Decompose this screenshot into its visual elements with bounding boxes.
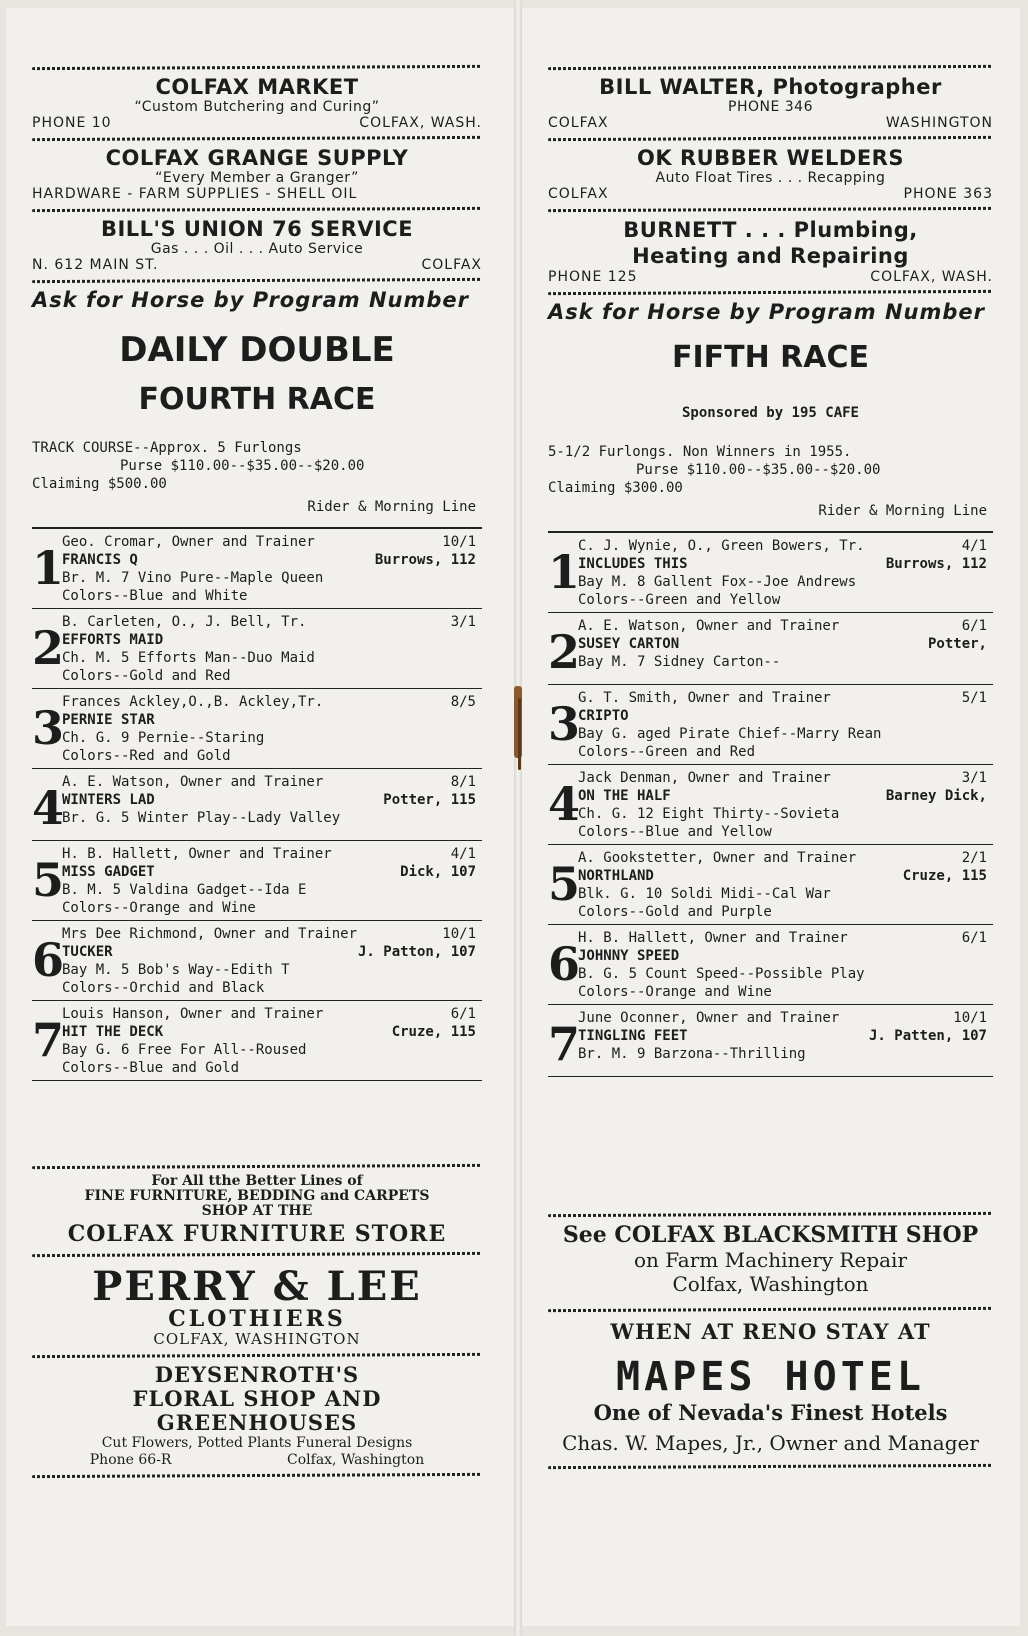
- race-entry: [32, 689, 482, 769]
- horse-name: NORTHLAND: [578, 868, 654, 884]
- ad-city: COLFAX: [548, 186, 609, 202]
- furniture-line: SHOP AT THE: [201, 1203, 313, 1219]
- program-number: 4: [32, 781, 65, 835]
- owner-trainer: H. B. Hallett, Owner and Trainer: [62, 846, 332, 862]
- horse-name: HIT THE DECK: [62, 1024, 164, 1040]
- condition-purse: Purse $110.00--$35.00--$20.00: [120, 458, 365, 474]
- divider: [32, 65, 482, 70]
- morning-line-odds: 6/1: [450, 1006, 476, 1022]
- horse-line: [578, 555, 987, 573]
- blacksmith-name: See COLFAX BLACKSMITH SHOP: [562, 1222, 979, 1248]
- morning-line-odds: 6/1: [961, 618, 987, 634]
- colors-line: [62, 979, 476, 997]
- horse-line: [62, 631, 476, 649]
- owner-trainer: G. T. Smith, Owner and Trainer: [578, 690, 831, 706]
- breeding: Bay M. 7 Sidney Carton--: [578, 654, 781, 670]
- race-title: FIFTH RACE: [672, 340, 869, 375]
- owner-trainer: Frances Ackley,O.,B. Ackley,Tr.: [62, 694, 324, 710]
- ad-tagline: “Every Member a Granger”: [155, 170, 359, 186]
- ad-deysenroth: [32, 1363, 482, 1468]
- race-entry: [548, 685, 993, 765]
- horse-line: [62, 863, 476, 881]
- race-entry: [548, 845, 993, 925]
- mapes-hotel-name: MAPES HOTEL: [616, 1354, 925, 1400]
- silks-colors: Colors--Green and Red: [578, 744, 756, 760]
- owner-trainer: H. B. Hallett, Owner and Trainer: [578, 930, 848, 946]
- silks-colors: Colors--Red and Gold: [62, 748, 231, 764]
- entries-list: [548, 531, 993, 1077]
- ad-colfax-market: [32, 75, 482, 131]
- ad-name: OK RUBBER WELDERS: [637, 146, 904, 170]
- colors-line: [62, 587, 476, 605]
- rider-weight: Potter,: [927, 636, 987, 652]
- breeding: Bay G. 6 Free For All--Roused: [62, 1042, 307, 1058]
- breeding: Ch. M. 5 Efforts Man--Duo Maid: [62, 650, 315, 666]
- horse-line: [578, 635, 987, 653]
- horse-line: [62, 943, 476, 961]
- morning-line-odds: 4/1: [450, 846, 476, 862]
- ad-phone: PHONE 10: [32, 115, 112, 131]
- morning-line-odds: 3/1: [961, 770, 987, 786]
- condition-claiming: Claiming $300.00: [548, 480, 683, 496]
- ad-tagline: “Custom Butchering and Curing”: [134, 99, 380, 115]
- morning-line-odds: 4/1: [961, 538, 987, 554]
- condition-course: TRACK COURSE--Approx. 5 Furlongs: [32, 440, 302, 456]
- program-number: 1: [32, 541, 65, 595]
- owner-trainer: Louis Hanson, Owner and Trainer: [62, 1006, 324, 1022]
- owner-line: [578, 689, 987, 707]
- divider: [548, 1464, 993, 1469]
- colors-line: [62, 899, 476, 917]
- deysenroth-business: FLORAL SHOP AND GREENHOUSES: [132, 1386, 382, 1435]
- ad-perry-lee: [32, 1263, 482, 1348]
- program-number: 3: [548, 697, 581, 751]
- owner-line: [62, 1005, 476, 1023]
- ad-ok-rubber-welders: [548, 146, 993, 202]
- ad-contact-row: [548, 115, 993, 131]
- perry-lee-location: COLFAX, WASHINGTON: [153, 1330, 361, 1348]
- owner-trainer: Geo. Cromar, Owner and Trainer: [62, 534, 315, 550]
- race-entry: [548, 765, 993, 845]
- ad-city: COLFAX: [548, 115, 609, 131]
- program-number: 7: [548, 1017, 581, 1071]
- colors-line: [62, 747, 476, 765]
- ad-name: COLFAX MARKET: [155, 75, 359, 99]
- program-number: 4: [548, 777, 581, 831]
- rider-weight: Barney Dick,: [885, 788, 987, 804]
- breeding: Br. G. 5 Winter Play--Lady Valley: [62, 810, 341, 826]
- ad-name: BURNETT . . . Plumbing, Heating and Repairing: [623, 218, 918, 268]
- mapes-owner: Chas. W. Mapes, Jr., Owner and Manager: [562, 1431, 979, 1455]
- owner-trainer: Mrs Dee Richmond, Owner and Trainer: [62, 926, 358, 942]
- breeding-line: [62, 809, 476, 827]
- furniture-line: FINE FURNITURE, BEDDING and CARPETS: [84, 1188, 430, 1204]
- breeding: B. G. 5 Count Speed--Possible Play: [578, 966, 865, 982]
- divider: [32, 1473, 482, 1478]
- breeding: Bay M. 5 Bob's Way--Edith T: [62, 962, 290, 978]
- breeding: Br. M. 9 Barzona--Thrilling: [578, 1046, 806, 1062]
- perry-lee-logo: PERRY & LEE: [92, 1263, 422, 1310]
- ad-name: COLFAX GRANGE SUPPLY: [105, 146, 409, 170]
- morning-line-odds: 10/1: [953, 1010, 987, 1026]
- morning-line-odds: 3/1: [450, 614, 476, 630]
- owner-line: [578, 929, 987, 947]
- breeding: Bay G. aged Pirate Chief--Marry Rean: [578, 726, 882, 742]
- breeding-line: [578, 805, 987, 823]
- breeding-line: [62, 649, 476, 667]
- center-fold: [514, 0, 522, 1636]
- ad-mapes-hotel: [548, 1319, 993, 1455]
- breeding-line: [62, 881, 476, 899]
- colors-line: [62, 667, 476, 685]
- silks-colors: Colors--Orange and Wine: [578, 984, 772, 1000]
- rider-weight: Potter, 115: [383, 792, 476, 808]
- breeding: Ch. G. 9 Pernie--Staring: [62, 730, 265, 746]
- perry-lee-clothiers: CLOTHIERS: [168, 1306, 346, 1332]
- breeding-line: [578, 725, 987, 743]
- daily-double-heading: DAILY DOUBLE: [119, 330, 395, 370]
- rider-weight: Dick, 107: [400, 864, 476, 880]
- program-number: 2: [32, 621, 65, 675]
- ad-location: COLFAX, WASH.: [359, 115, 482, 131]
- ad-phone: PHONE 125: [548, 269, 638, 285]
- ad-union-76: [32, 217, 482, 273]
- divider: [548, 207, 993, 212]
- divider: [32, 278, 482, 283]
- blacksmith-location: Colfax, Washington: [672, 1272, 869, 1296]
- horse-line: [578, 947, 987, 965]
- silks-colors: Colors--Blue and White: [62, 588, 248, 604]
- deysenroth-phone: Phone 66-R: [89, 1452, 172, 1468]
- horse-name: ON THE HALF: [578, 788, 671, 804]
- breeding-line: [62, 961, 476, 979]
- deysenroth-contact: [32, 1452, 482, 1468]
- horse-name: PERNIE STAR: [62, 712, 155, 728]
- breeding-line: [62, 569, 476, 587]
- program-number: 2: [548, 625, 581, 679]
- program-number: 1: [548, 545, 581, 599]
- owner-line: [578, 617, 987, 635]
- ad-phone: PHONE 346: [728, 99, 813, 115]
- divider: [32, 136, 482, 141]
- race-entry: [32, 529, 482, 609]
- rider-weight: Burrows, 112: [885, 556, 987, 572]
- owner-line: [578, 849, 987, 867]
- race-entry: [548, 533, 993, 613]
- race-entry: [548, 1005, 993, 1077]
- ad-grange-supply: [32, 146, 482, 202]
- owner-line: [62, 845, 476, 863]
- divider: [548, 1212, 993, 1217]
- morning-line-odds: 5/1: [961, 690, 987, 706]
- rider-weight: Cruze, 115: [902, 868, 987, 884]
- morning-line-odds: 10/1: [442, 534, 476, 550]
- breeding: Ch. G. 12 Eight Thirty--Sovieta: [578, 806, 840, 822]
- furniture-store-name: COLFAX FURNITURE STORE: [67, 1221, 447, 1247]
- staple-shadow: [518, 698, 521, 770]
- breeding-line: [578, 653, 987, 671]
- morning-line-odds: 8/1: [450, 774, 476, 790]
- horse-line: [578, 1027, 987, 1045]
- horse-name: EFFORTS MAID: [62, 632, 164, 648]
- horse-line: [62, 711, 476, 729]
- colors-line: [578, 591, 987, 609]
- right-column: [548, 60, 993, 1474]
- ad-name: BILL WALTER, Photographer: [599, 75, 942, 99]
- rider-weight: Cruze, 115: [391, 1024, 476, 1040]
- owner-line: [62, 533, 476, 551]
- breeding: B. M. 5 Valdina Gadget--Ida E: [62, 882, 307, 898]
- condition-purse: Purse $110.00--$35.00--$20.00: [636, 462, 881, 478]
- condition-distance: 5-1/2 Furlongs. Non Winners in 1955.: [548, 444, 852, 460]
- horse-name: TUCKER: [62, 944, 113, 960]
- race-entry: [32, 841, 482, 921]
- ask-for-horse: Ask for Horse by Program Number: [548, 300, 986, 324]
- horse-name: INCLUDES THIS: [578, 556, 688, 572]
- rider-morning-line-header: Rider & Morning Line: [818, 503, 987, 519]
- ad-services: HARDWARE - FARM SUPPLIES - SHELL OIL: [32, 186, 358, 202]
- breeding-line: [578, 885, 987, 903]
- ad-blacksmith: [548, 1222, 993, 1296]
- horse-line: [578, 867, 987, 885]
- owner-trainer: A. E. Watson, Owner and Trainer: [62, 774, 324, 790]
- divider: [32, 1353, 482, 1358]
- colors-line: [578, 903, 987, 921]
- ad-tagline: Gas . . . Oil . . . Auto Service: [150, 241, 364, 257]
- breeding: Blk. G. 10 Soldi Midi--Cal War: [578, 886, 831, 902]
- owner-trainer: A. E. Watson, Owner and Trainer: [578, 618, 840, 634]
- race-entry: [32, 609, 482, 689]
- ad-location: COLFAX: [421, 257, 482, 273]
- breeding-line: [578, 573, 987, 591]
- ad-tagline: Auto Float Tires . . . Recapping: [655, 170, 886, 186]
- morning-line-odds: 2/1: [961, 850, 987, 866]
- entries-list: [32, 527, 482, 1081]
- silks-colors: Colors--Green and Yellow: [578, 592, 781, 608]
- horse-name: MISS GADGET: [62, 864, 155, 880]
- horse-name: FRANCIS Q: [62, 552, 138, 568]
- ad-phone: PHONE 363: [903, 186, 993, 202]
- blacksmith-service: on Farm Machinery Repair: [634, 1248, 907, 1272]
- condition-claiming: Claiming $500.00: [32, 476, 167, 492]
- ask-for-horse: Ask for Horse by Program Number: [32, 288, 470, 312]
- rider-morning-line-header: Rider & Morning Line: [307, 499, 476, 515]
- ad-services-row: [32, 186, 482, 202]
- breeding-line: [62, 1041, 476, 1059]
- breeding: Br. M. 7 Vino Pure--Maple Queen: [62, 570, 324, 586]
- program-number: 6: [32, 933, 65, 987]
- silks-colors: Colors--Gold and Purple: [578, 904, 772, 920]
- silks-colors: Colors--Blue and Gold: [62, 1060, 240, 1076]
- horse-line: [62, 791, 476, 809]
- horse-line: [62, 1023, 476, 1041]
- divider: [548, 290, 993, 295]
- race-conditions: [548, 443, 993, 497]
- horse-name: CRIPTO: [578, 708, 629, 724]
- ad-location: COLFAX, WASH.: [870, 269, 993, 285]
- ad-contact-row: [548, 269, 993, 285]
- silks-colors: Colors--Gold and Red: [62, 668, 231, 684]
- ad-address: N. 612 MAIN ST.: [32, 257, 159, 273]
- owner-trainer: A. Gookstetter, Owner and Trainer: [578, 850, 857, 866]
- breeding-line: [578, 965, 987, 983]
- race-entry: [548, 925, 993, 1005]
- rider-weight: J. Patton, 107: [357, 944, 476, 960]
- horse-line: [62, 551, 476, 569]
- owner-line: [578, 769, 987, 787]
- breeding-line: [62, 729, 476, 747]
- ad-contact-row: [548, 186, 993, 202]
- program-number: 3: [32, 701, 65, 755]
- silks-colors: Colors--Orchid and Black: [62, 980, 265, 996]
- left-column: [32, 60, 482, 1483]
- horse-name: WINTERS LAD: [62, 792, 155, 808]
- owner-line: [578, 537, 987, 555]
- ad-name: BILL'S UNION 76 SERVICE: [100, 217, 414, 241]
- ad-furniture-store: [32, 1174, 482, 1247]
- program-number: 5: [548, 857, 581, 911]
- race-entry: [548, 613, 993, 685]
- ad-bill-walter: [548, 75, 993, 131]
- owner-line: [62, 925, 476, 943]
- colors-line: [578, 743, 987, 761]
- horse-name: TINGLING FEET: [578, 1028, 688, 1044]
- race-entry: [32, 1001, 482, 1081]
- program-number: 6: [548, 937, 581, 991]
- horse-line: [578, 707, 987, 725]
- divider: [548, 136, 993, 141]
- owner-line: [62, 693, 476, 711]
- silks-colors: Colors--Orange and Wine: [62, 900, 256, 916]
- divider: [32, 1164, 482, 1169]
- breeding-line: [578, 1045, 987, 1063]
- breeding: Bay M. 8 Gallent Fox--Joe Andrews: [578, 574, 857, 590]
- morning-line-odds: 6/1: [961, 930, 987, 946]
- mapes-intro: WHEN AT RENO STAY AT: [610, 1319, 931, 1344]
- program-number: 7: [32, 1013, 65, 1067]
- owner-trainer: Jack Denman, Owner and Trainer: [578, 770, 831, 786]
- horse-name: SUSEY CARTON: [578, 636, 680, 652]
- divider: [32, 1252, 482, 1257]
- rider-weight: Burrows, 112: [374, 552, 476, 568]
- divider: [548, 65, 993, 70]
- horse-line: [578, 787, 987, 805]
- owner-trainer: B. Carleten, O., J. Bell, Tr.: [62, 614, 307, 630]
- owner-line: [578, 1009, 987, 1027]
- divider: [32, 207, 482, 212]
- owner-trainer: C. J. Wynie, O., Green Bowers, Tr.: [578, 538, 865, 554]
- furniture-line: For All tthe Better Lines of: [151, 1173, 363, 1189]
- deysenroth-location: Colfax, Washington: [287, 1452, 425, 1468]
- morning-line-odds: 8/5: [450, 694, 476, 710]
- ad-burnett: [548, 217, 993, 285]
- colors-line: [578, 823, 987, 841]
- ad-contact-row: [32, 257, 482, 273]
- race-entry: [32, 769, 482, 841]
- ad-state: WASHINGTON: [885, 115, 993, 131]
- deysenroth-services: Cut Flowers, Potted Plants Funeral Designs: [101, 1435, 413, 1451]
- owner-trainer: June Oconner, Owner and Trainer: [578, 1010, 840, 1026]
- deysenroth-name: DEYSENROTH'S: [154, 1362, 360, 1387]
- colors-line: [62, 1059, 476, 1077]
- owner-line: [62, 773, 476, 791]
- race-sponsor: Sponsored by 195 CAFE: [681, 405, 859, 421]
- silks-colors: Colors--Blue and Yellow: [578, 824, 772, 840]
- race-title: FOURTH RACE: [138, 382, 376, 417]
- rider-weight: J. Patten, 107: [868, 1028, 987, 1044]
- race-conditions: [32, 439, 482, 493]
- program-number: 5: [32, 853, 65, 907]
- race-entry: [32, 921, 482, 1001]
- horse-name: JOHNNY SPEED: [578, 948, 680, 964]
- colors-line: [578, 983, 987, 1001]
- morning-line-odds: 10/1: [442, 926, 476, 942]
- mapes-slogan: One of Nevada's Finest Hotels: [593, 1400, 948, 1425]
- owner-line: [62, 613, 476, 631]
- divider: [548, 1307, 993, 1312]
- ad-contact-row: [32, 115, 482, 131]
